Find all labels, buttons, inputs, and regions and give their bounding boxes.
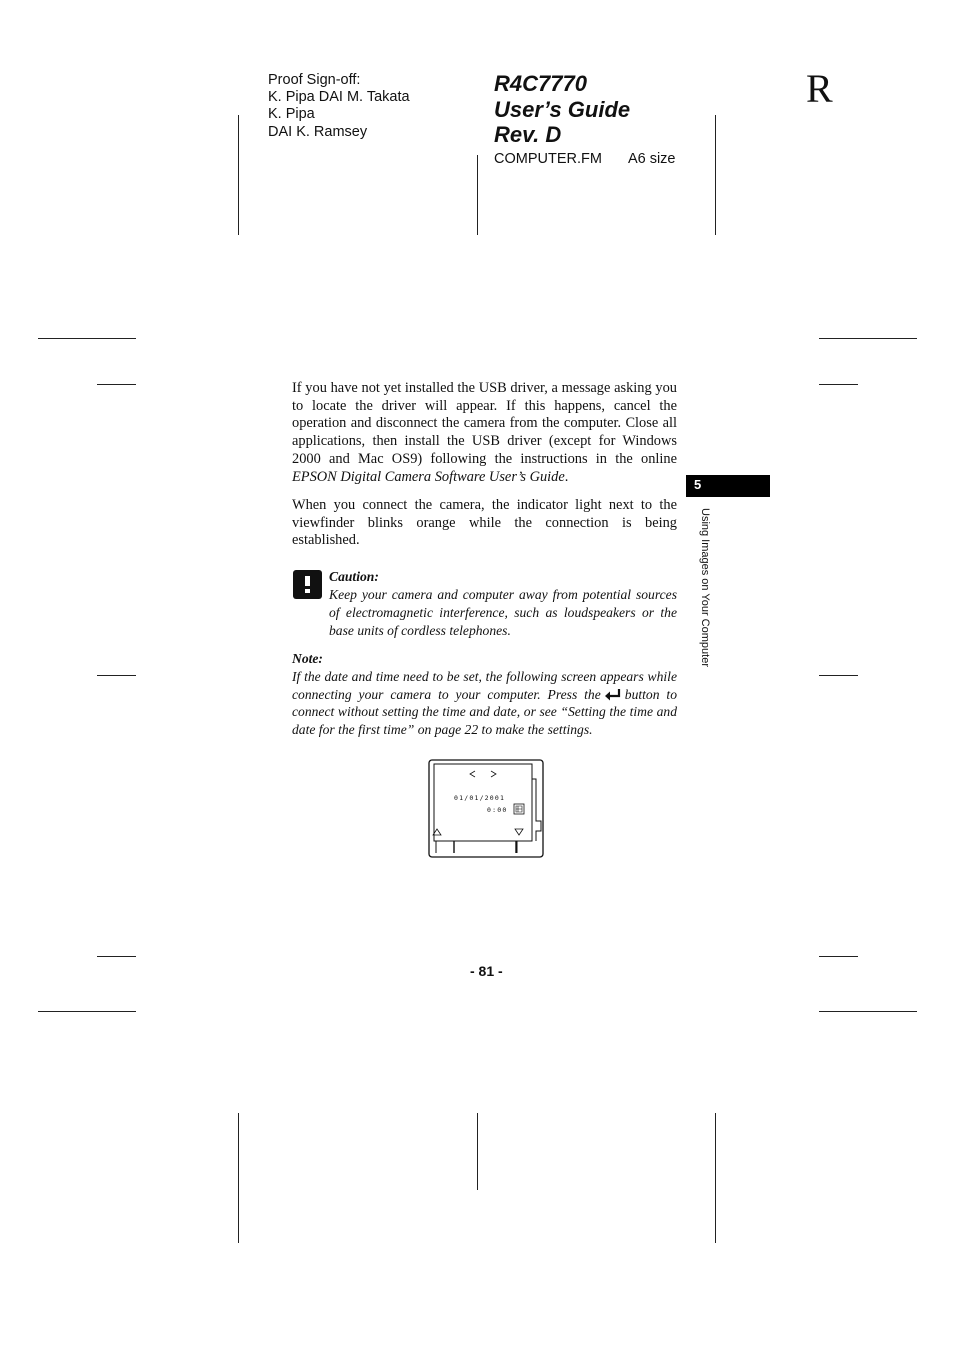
- paragraph-text: When you connect the camera, the indicator light next to the viewfinder blinks orange while the connection is being established.: [292, 497, 677, 549]
- crop-mark: [477, 1113, 478, 1190]
- crop-mark: [715, 1113, 716, 1243]
- camera-time: 0:00: [487, 806, 508, 814]
- title-line: Rev. D: [494, 122, 562, 147]
- connection-paragraph: [292, 497, 677, 550]
- chapter-number: 5: [694, 477, 702, 492]
- document-title: [494, 71, 630, 148]
- enter-button-icon: [604, 688, 622, 702]
- usb-driver-paragraph: [292, 380, 677, 486]
- note-text: If the date and time need to be set, the following screen appears while connecting your camera to your computer. Press the: [292, 668, 677, 702]
- crop-mark: [819, 956, 858, 957]
- crop-mark: [819, 384, 858, 385]
- crop-mark: [819, 675, 858, 676]
- chapter-title: Using Images on Your Computer: [699, 508, 711, 667]
- paragraph-text: If you have not yet installed the USB driver, a message asking you to locate the driver will appear. If this happens, cancel the operation and disconnect the camera from the computer. Close all applications, then install the USB driver (except for Windows 2000 and Mac OS9) following the instructions in the online: [292, 380, 677, 467]
- camera-screen-illustration: [428, 759, 548, 861]
- crop-mark: [97, 675, 136, 676]
- page-number: - 81 -: [470, 963, 503, 979]
- crop-mark: [38, 1011, 136, 1012]
- title-line: R4C7770: [494, 71, 587, 96]
- caution-title: Caution:: [329, 569, 379, 584]
- caution-block: [329, 568, 677, 640]
- registration-letter: R: [806, 66, 833, 111]
- file-name: COMPUTER.FM: [494, 151, 602, 167]
- title-line: User’s Guide: [494, 96, 631, 122]
- file-info: [494, 151, 676, 167]
- crop-mark: [38, 338, 136, 339]
- crop-mark: [715, 115, 716, 235]
- paper-size: A6 size: [627, 151, 676, 167]
- crop-mark: [819, 338, 917, 339]
- note-block: [292, 650, 677, 739]
- paragraph-end: .: [564, 468, 569, 485]
- crop-mark: [477, 155, 478, 235]
- caution-text: Keep your camera and computer away from potential sources of electromagnetic interference, such as loudspeakers or the base units of cordless telephones.: [329, 587, 677, 638]
- signoff-line: Proof Sign-off:: [268, 72, 361, 88]
- caution-icon: [293, 570, 322, 599]
- signoff-line: K. Pipa DAI M. Takata: [268, 89, 410, 106]
- crop-mark: [97, 956, 136, 957]
- crop-mark: [238, 115, 239, 235]
- crop-mark: [97, 384, 136, 385]
- note-text: button to connect without setting the time and date, or see “Setting the time and date for the first time” on page 22 to make the settings.: [292, 686, 677, 738]
- signoff-line: K. Pipa: [268, 106, 315, 123]
- proof-signoff: [268, 72, 410, 141]
- guide-title: EPSON Digital Camera Software User’s Guide: [292, 468, 565, 485]
- camera-date: 01/01/2001: [454, 794, 506, 802]
- note-title: Note:: [292, 651, 323, 666]
- crop-mark: [819, 1011, 917, 1012]
- signoff-line: DAI K. Ramsey: [268, 123, 368, 140]
- crop-mark: [238, 1113, 239, 1243]
